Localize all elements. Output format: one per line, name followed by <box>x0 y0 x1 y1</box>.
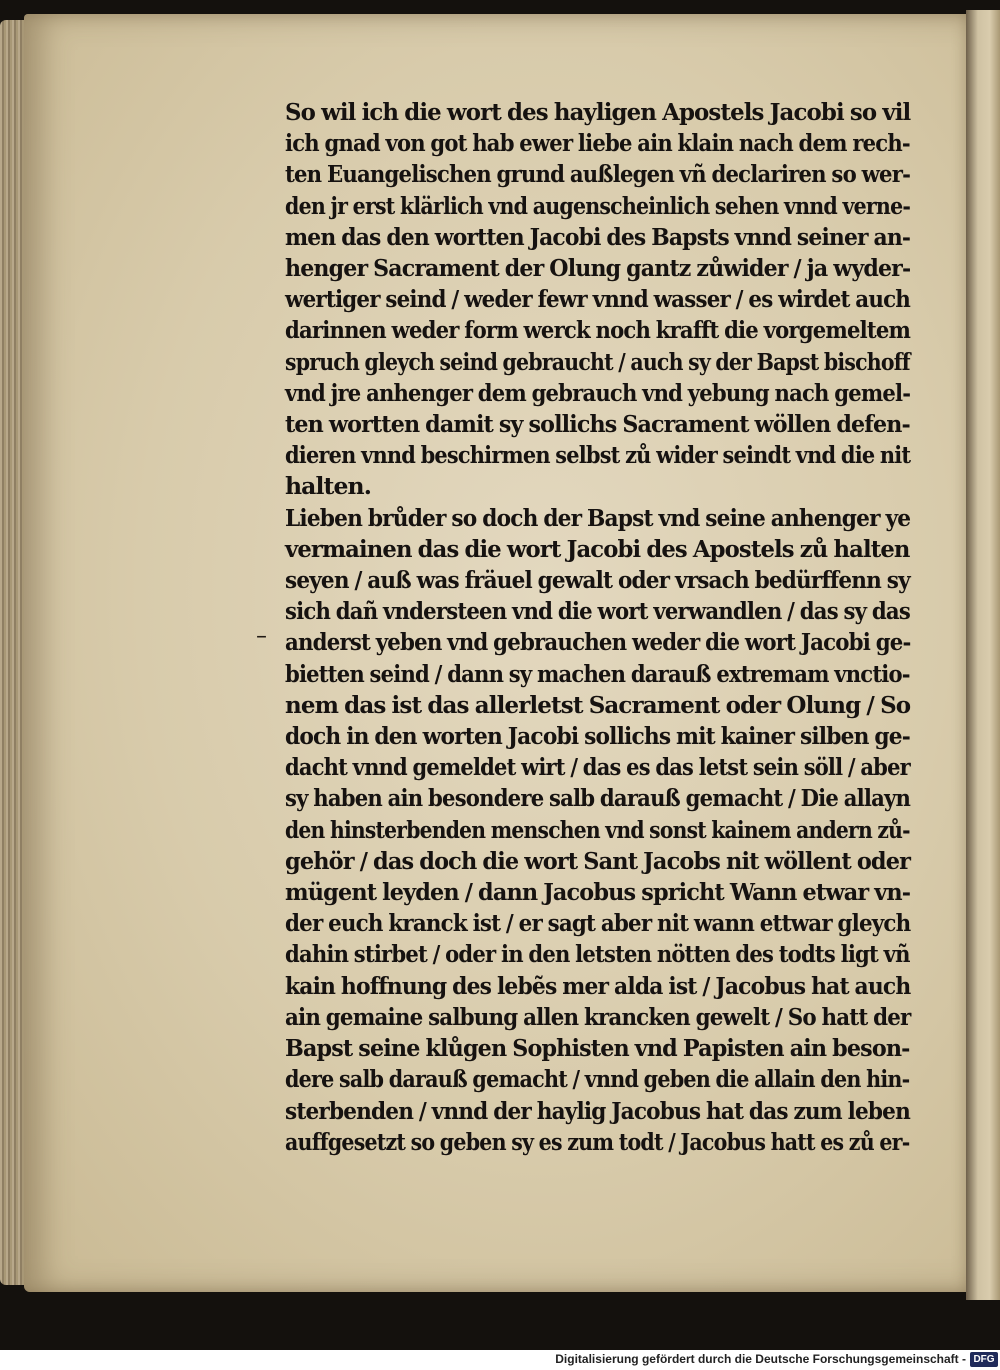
margin-mark: – <box>256 624 267 649</box>
text-line: sich dañ vndersteen vnd die wort verwandlen / das sy das <box>285 597 910 626</box>
text-line: sterbenden / vnnd der haylig Jacobus hat das zum leben <box>285 1096 910 1125</box>
text-line: Lieben brůder so doch der Bapst vnd seine anhenger ye <box>285 503 911 532</box>
page-text-block <box>285 97 910 1158</box>
text-line: dahin stirbet / oder in den letsten nötten des todts ligt vñ <box>285 940 910 969</box>
footer-credit-text: Digitalisierung gefördert durch die Deutsche Forschungsgemeinschaft - <box>555 1352 966 1366</box>
text-line: seyen / auß was fräuel gewalt oder vrsach bedürffenn sy <box>285 566 910 595</box>
text-line: So wil ich die wort des hayligen Apostels Jacobi so vil <box>285 98 911 126</box>
text-line: spruch gleych seind gebraucht / auch sy der Bapst bischoff <box>285 347 910 376</box>
text-line: den hinsterbenden menschen vnd sonst kainem andern zů- <box>285 815 910 844</box>
text-line: anderst yeben vnd gebrauchen weder die wort Jacobi ge- <box>285 628 911 657</box>
page-stack-left-edge <box>0 20 26 1285</box>
footer-bar <box>0 1350 1000 1370</box>
text-line: gehör / das doch die wort Sant Jacobs nit wöllent oder <box>285 846 911 875</box>
text-line: auffgesetzt so geben sy es zum todt / Jacobus hatt es zů er- <box>285 1127 910 1156</box>
text-line: dacht vnnd gemeldet wirt / das es das letst sein söll / aber <box>285 753 910 782</box>
text-line: henger Sacrament der Olung gantz zůwider / ja wyder- <box>285 254 911 283</box>
text-line: wertiger seind / weder fewr vnnd wasser / es wirdet auch <box>285 285 911 314</box>
text-line: sy haben ain besondere salb darauß gemacht / Die allayn <box>285 784 911 813</box>
text-line: dere salb darauß gemacht / vnnd geben die allain den hin- <box>285 1065 910 1094</box>
text-line: bietten seind / dann sy machen darauß extremam vnctio- <box>285 659 910 688</box>
text-line: der euch kranck ist / er sagt aber nit wann ettwar gleych <box>285 909 911 938</box>
text-line: kain hoffnung des lebẽs mer alda ist / Jacobus hat auch <box>285 971 911 1000</box>
text-line: Bapst seine klůgen Sophisten vnd Papisten ain beson- <box>285 1034 910 1063</box>
text-line: halten. <box>285 472 372 501</box>
text-line: ich gnad von got hab ewer liebe ain klain nach dem rech- <box>285 129 910 158</box>
text-line: nem das ist das allerletst Sacrament oder Olung / So <box>285 690 911 719</box>
text-line: ten Euangelischen grund außlegen vñ declariren so wer- <box>285 160 911 189</box>
text-line: men das den wortten Jacobi des Bapsts vnnd seiner an- <box>285 222 911 251</box>
text-line: darinnen weder form werck noch krafft die vorgemeltem <box>285 316 911 345</box>
text-line: mügent leyden / dann Jacobus spricht Wann etwar vn- <box>285 878 911 907</box>
page-stack-right-edge <box>966 10 1000 1300</box>
text-line: vermainen das die wort Jacobi des Apostels zů halten <box>285 534 910 563</box>
text-line: doch in den worten Jacobi sollichs mit kainer silben ge- <box>285 722 910 751</box>
text-line: vnd jre anhenger dem gebrauch vnd yebung nach gemel- <box>285 378 911 407</box>
text-line: ten wortten damit sy sollichs Sacrament wöllen defen- <box>285 410 910 439</box>
text-line: ain gemaine salbung allen krancken gewelt / So hatt der <box>285 1002 911 1031</box>
text-line: dieren vnnd beschirmen selbst zů wider seindt vnd die nit <box>285 441 911 470</box>
dfg-logo: DFG <box>970 1352 998 1367</box>
text-line: den jr erst klärlich vnd augenscheinlich sehen vnnd verne- <box>285 191 911 220</box>
